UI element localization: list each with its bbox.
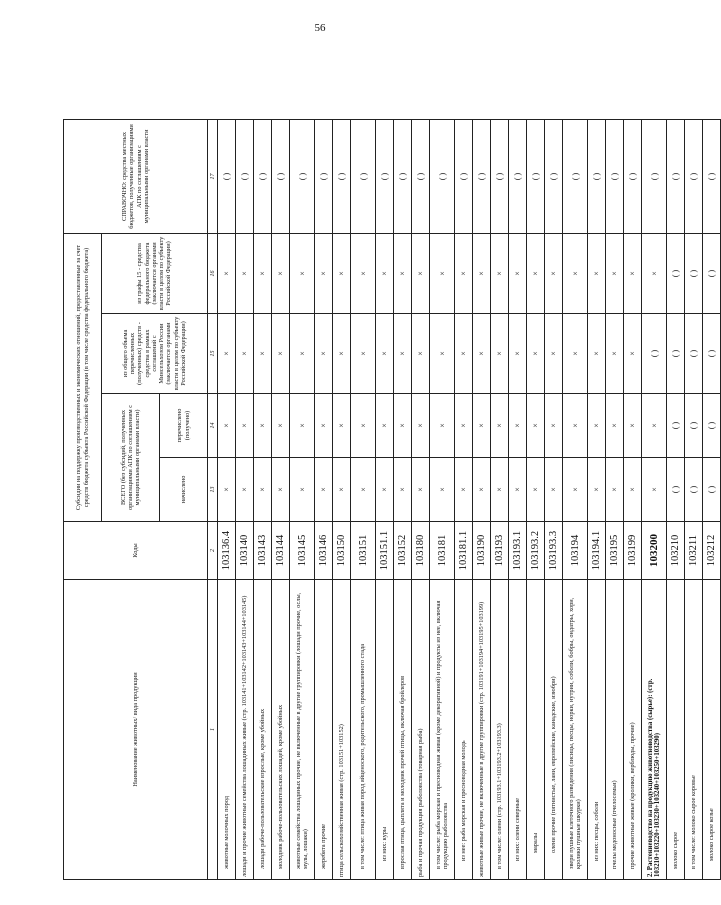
value-cell: × bbox=[254, 233, 272, 313]
value-cell: ( ) bbox=[667, 233, 685, 313]
value-cell: × bbox=[588, 233, 606, 313]
row-code: 103151 bbox=[351, 522, 376, 580]
value-cell: × bbox=[394, 394, 412, 458]
table-row bbox=[218, 119, 236, 879]
value-cell: × bbox=[236, 458, 254, 522]
value-cell: × bbox=[473, 394, 491, 458]
row-name: животные семейства лошадиных прочие, не включенные в другие группировки (лошади прочие, ослы, мулы, лошаки) bbox=[290, 580, 315, 880]
value-cell: × bbox=[394, 314, 412, 394]
row-code: 103140 bbox=[236, 522, 254, 580]
col-number: 14 bbox=[208, 394, 218, 458]
rotated-form bbox=[63, 120, 717, 880]
row-name: в том числе: молоко сырое коровье bbox=[685, 580, 703, 880]
value-cell: × bbox=[491, 314, 509, 394]
value-cell: × bbox=[473, 314, 491, 394]
value-cell: × bbox=[509, 458, 527, 522]
value-cell: × bbox=[473, 233, 491, 313]
value-cell: × bbox=[376, 394, 394, 458]
value-cell: ( ) bbox=[606, 119, 624, 233]
table-row bbox=[315, 119, 333, 879]
value-cell: × bbox=[351, 314, 376, 394]
value-cell: × bbox=[455, 394, 473, 458]
value-cell: × bbox=[272, 314, 290, 394]
table-row bbox=[290, 119, 315, 879]
table-row bbox=[509, 119, 527, 879]
value-cell: ( ) bbox=[703, 119, 721, 233]
row-name: животные живые прочие, не включенные в другие группировки (стр. 103191+103194+103195+103199) bbox=[473, 580, 491, 880]
row-code: 103193.3 bbox=[545, 522, 563, 580]
row-name: прочие животные живые (кролики, верблюды, прочие) bbox=[624, 580, 642, 880]
value-cell: ( ) bbox=[333, 119, 351, 233]
value-cell: × bbox=[315, 458, 333, 522]
value-cell: × bbox=[527, 314, 545, 394]
value-cell: × bbox=[606, 314, 624, 394]
value-cell: × bbox=[563, 314, 588, 394]
value-cell: × bbox=[527, 458, 545, 522]
table-row bbox=[272, 119, 290, 879]
value-cell: × bbox=[412, 394, 430, 458]
value-cell: × bbox=[218, 458, 236, 522]
value-cell: × bbox=[606, 394, 624, 458]
value-cell: × bbox=[290, 394, 315, 458]
value-cell: × bbox=[642, 458, 667, 522]
value-cell: × bbox=[509, 394, 527, 458]
value-cell: ( ) bbox=[703, 314, 721, 394]
value-cell: × bbox=[588, 458, 606, 522]
table-row bbox=[473, 119, 491, 879]
value-cell: ( ) bbox=[254, 119, 272, 233]
value-cell: × bbox=[642, 233, 667, 313]
row-code: 103195 bbox=[606, 522, 624, 580]
value-cell: × bbox=[563, 394, 588, 458]
value-cell: × bbox=[491, 233, 509, 313]
row-name: звери пушные клеточного разведения (лисицы, песцы, норки, нутрии, соболи, бобры, ондатры, хори, кролики пушные шкурки) bbox=[563, 580, 588, 880]
value-cell: ( ) bbox=[642, 119, 667, 233]
value-cell: ( ) bbox=[315, 119, 333, 233]
value-cell: ( ) bbox=[563, 119, 588, 233]
value-cell: × bbox=[430, 233, 455, 313]
value-cell: × bbox=[642, 394, 667, 458]
value-cell: × bbox=[606, 458, 624, 522]
row-code: 103146 bbox=[315, 522, 333, 580]
table-row bbox=[430, 119, 455, 879]
livestock-subsidy-table bbox=[63, 119, 721, 880]
value-cell: × bbox=[236, 394, 254, 458]
row-name: лошади и прочие животные семейства лошадиных живые (стр. 103141+103142+103143+103144+103145) bbox=[236, 580, 254, 880]
value-cell: ( ) bbox=[685, 314, 703, 394]
row-code: 103145 bbox=[290, 522, 315, 580]
row-name: рыба и прочая продукция рыболовства (товарная рыба) bbox=[412, 580, 430, 880]
row-name: в том числе: олени (стр. 103193.1+103193.2+103193.3) bbox=[491, 580, 509, 880]
value-cell: × bbox=[473, 458, 491, 522]
header-subsidy-group: Субсидии на поддержку производственных и экономических отношений, предоставленные за счет средств бюджета субъекта Российской Федерации (в том числе средства федерального бюджета) bbox=[64, 233, 102, 521]
row-code: 103136.4 bbox=[218, 522, 236, 580]
value-cell: ( ) bbox=[491, 119, 509, 233]
header-mixed: из общего объема перечисленных (полученных) средств - средства в рамках соглашений с Минсельхозом России (заключается органами власти в целом по субъекту Российской Федерации) bbox=[102, 314, 208, 394]
value-cell: × bbox=[455, 458, 473, 522]
value-cell: ( ) bbox=[290, 119, 315, 233]
value-cell: × bbox=[333, 233, 351, 313]
row-code: 103194 bbox=[563, 522, 588, 580]
value-cell: × bbox=[254, 458, 272, 522]
table-row bbox=[624, 119, 642, 879]
row-code: 103212 bbox=[703, 522, 721, 580]
row-code: 103151.1 bbox=[376, 522, 394, 580]
value-cell: × bbox=[509, 233, 527, 313]
table-row bbox=[667, 119, 685, 879]
column-number-row bbox=[208, 119, 218, 879]
row-code: 103181 bbox=[430, 522, 455, 580]
row-name: из них: олени северные bbox=[509, 580, 527, 880]
value-cell: ( ) bbox=[667, 314, 685, 394]
table-row bbox=[703, 119, 721, 879]
row-name: молоко сырое козье bbox=[703, 580, 721, 880]
value-cell: × bbox=[333, 314, 351, 394]
table-row bbox=[563, 119, 588, 879]
value-cell: ( ) bbox=[642, 314, 667, 394]
row-name: из них: куры bbox=[376, 580, 394, 880]
row-code: 103210 bbox=[667, 522, 685, 580]
col-number: 1 bbox=[208, 580, 218, 880]
row-code: 103181.1 bbox=[455, 522, 473, 580]
row-name: в том числе: птица живая пород яйценоского, родительского, промышленного стада bbox=[351, 580, 376, 880]
value-cell: × bbox=[290, 233, 315, 313]
row-code: 103193 bbox=[491, 522, 509, 580]
row-code: 103143 bbox=[254, 522, 272, 580]
value-cell: × bbox=[527, 394, 545, 458]
row-code: 103199 bbox=[624, 522, 642, 580]
value-cell: ( ) bbox=[703, 458, 721, 522]
value-cell: × bbox=[290, 458, 315, 522]
value-cell: ( ) bbox=[685, 233, 703, 313]
row-name: молоко сырое bbox=[667, 580, 685, 880]
value-cell: ( ) bbox=[218, 119, 236, 233]
value-cell: × bbox=[624, 233, 642, 313]
value-cell: ( ) bbox=[430, 119, 455, 233]
table-row bbox=[333, 119, 351, 879]
value-cell: × bbox=[606, 233, 624, 313]
row-code: 103152 bbox=[394, 522, 412, 580]
value-cell: × bbox=[333, 458, 351, 522]
value-cell: × bbox=[624, 314, 642, 394]
value-cell: ( ) bbox=[272, 119, 290, 233]
value-cell: × bbox=[430, 458, 455, 522]
row-name: взрослая птица, цыплята и молодняк прочей птицы, включая бройлеров bbox=[394, 580, 412, 880]
col-number: 17 bbox=[208, 119, 218, 233]
value-cell: × bbox=[545, 394, 563, 458]
row-code: 103194.1 bbox=[588, 522, 606, 580]
value-cell: ( ) bbox=[545, 119, 563, 233]
col-number: 2 bbox=[208, 522, 218, 580]
value-cell: × bbox=[563, 233, 588, 313]
row-name: молодняк рабоче-пользовательских лошадей, кроме убойных bbox=[272, 580, 290, 880]
row-code: 103144 bbox=[272, 522, 290, 580]
table-row bbox=[254, 119, 272, 879]
row-code: 103193.1 bbox=[509, 522, 527, 580]
value-cell: × bbox=[527, 233, 545, 313]
value-cell: ( ) bbox=[667, 394, 685, 458]
value-cell: × bbox=[254, 394, 272, 458]
col-number: 13 bbox=[208, 458, 218, 522]
row-code: 103193.2 bbox=[527, 522, 545, 580]
value-cell: × bbox=[491, 458, 509, 522]
header-federal: из графы 15 - средства федерального бюджета (заключается органами власти в целом по субъекту Российской Федерации) bbox=[102, 233, 208, 313]
value-cell: ( ) bbox=[667, 119, 685, 233]
value-cell: ( ) bbox=[703, 394, 721, 458]
row-name: 2. Растениеводство на продукцию животноводства (сырье): (стр. 103210+103220+103230+103240+103250+103290) bbox=[642, 580, 667, 880]
row-name: маралы bbox=[527, 580, 545, 880]
value-cell: ( ) bbox=[588, 119, 606, 233]
row-code: 103180 bbox=[412, 522, 430, 580]
header-reference: СПРАВОЧНО: средства местных бюджетов, полученные организациями АПК по соглашениям с муниципальными органами власти bbox=[64, 119, 208, 233]
value-cell: × bbox=[218, 394, 236, 458]
row-code: 103211 bbox=[685, 522, 703, 580]
value-cell: × bbox=[455, 314, 473, 394]
row-name: из них: песцы, соболи bbox=[588, 580, 606, 880]
value-cell: ( ) bbox=[376, 119, 394, 233]
value-cell: ( ) bbox=[667, 458, 685, 522]
value-cell: ( ) bbox=[624, 119, 642, 233]
row-name: птица сельскохозяйственная живая (стр. 103151+103152) bbox=[333, 580, 351, 880]
table-row bbox=[685, 119, 703, 879]
header-accrued: начислено bbox=[160, 458, 208, 522]
value-cell: × bbox=[545, 233, 563, 313]
table-row bbox=[236, 119, 254, 879]
value-cell: ( ) bbox=[509, 119, 527, 233]
table-row bbox=[394, 119, 412, 879]
value-cell: × bbox=[376, 314, 394, 394]
value-cell: × bbox=[333, 394, 351, 458]
value-cell: ( ) bbox=[703, 233, 721, 313]
value-cell: × bbox=[351, 233, 376, 313]
value-cell: × bbox=[430, 314, 455, 394]
value-cell: × bbox=[563, 458, 588, 522]
row-name: из нее: рыба морская и пресноводная молодь bbox=[455, 580, 473, 880]
value-cell: × bbox=[218, 314, 236, 394]
table-row bbox=[545, 119, 563, 879]
page-number: 56 bbox=[314, 22, 326, 34]
value-cell: ( ) bbox=[412, 119, 430, 233]
value-cell: × bbox=[430, 394, 455, 458]
value-cell: ( ) bbox=[527, 119, 545, 233]
value-cell: ( ) bbox=[685, 119, 703, 233]
value-cell: × bbox=[624, 458, 642, 522]
value-cell: × bbox=[376, 458, 394, 522]
value-cell: ( ) bbox=[394, 119, 412, 233]
value-cell: × bbox=[588, 314, 606, 394]
row-name: лошади рабоче-пользовательские взрослые, кроме убойных bbox=[254, 580, 272, 880]
value-cell: × bbox=[315, 314, 333, 394]
row-name: животные молочных пород bbox=[218, 580, 236, 880]
row-code: 103190 bbox=[473, 522, 491, 580]
col-number: 16 bbox=[208, 233, 218, 313]
value-cell: × bbox=[236, 314, 254, 394]
value-cell: ( ) bbox=[685, 394, 703, 458]
value-cell: × bbox=[376, 233, 394, 313]
table-row bbox=[588, 119, 606, 879]
value-cell: × bbox=[455, 233, 473, 313]
row-code: 103150 bbox=[333, 522, 351, 580]
table-row bbox=[455, 119, 473, 879]
row-name: в том числе: рыба морская и пресноводная живая (кроме декоративной) и продукты из нее, включая продукцию рыболовства bbox=[430, 580, 455, 880]
row-name: жеребята прочие bbox=[315, 580, 333, 880]
row-name: пчелы медоносные (пчелосемьи) bbox=[606, 580, 624, 880]
header-transferred: перечислено (получено) bbox=[160, 394, 208, 458]
value-cell: × bbox=[315, 394, 333, 458]
header-name: Наименование животных/ вида продукции bbox=[64, 580, 208, 880]
table-row bbox=[606, 119, 624, 879]
value-cell: ( ) bbox=[351, 119, 376, 233]
table-row bbox=[376, 119, 394, 879]
value-cell: × bbox=[588, 394, 606, 458]
value-cell: × bbox=[545, 314, 563, 394]
table-row bbox=[527, 119, 545, 879]
value-cell: × bbox=[272, 233, 290, 313]
table-row bbox=[412, 119, 430, 879]
value-cell: ( ) bbox=[685, 458, 703, 522]
row-name: олени прочие (пятнистые, лани, европейские, канадские, изюбри) bbox=[545, 580, 563, 880]
value-cell: × bbox=[315, 233, 333, 313]
value-cell: × bbox=[412, 233, 430, 313]
table-row bbox=[642, 119, 667, 879]
value-cell: × bbox=[412, 314, 430, 394]
header-total: ВСЕГО (без субсидий, полученных организациями АПК по соглашениям с муниципальными органами власти) bbox=[102, 394, 160, 522]
value-cell: × bbox=[218, 233, 236, 313]
value-cell: × bbox=[351, 458, 376, 522]
value-cell: × bbox=[412, 458, 430, 522]
value-cell: × bbox=[394, 233, 412, 313]
col-number: 15 bbox=[208, 314, 218, 394]
row-code: 103200 bbox=[642, 522, 667, 580]
table-row bbox=[491, 119, 509, 879]
value-cell: × bbox=[624, 394, 642, 458]
header-code: Коды bbox=[64, 522, 208, 580]
value-cell: × bbox=[351, 394, 376, 458]
value-cell: × bbox=[236, 233, 254, 313]
value-cell: × bbox=[272, 394, 290, 458]
value-cell: × bbox=[491, 394, 509, 458]
table-row bbox=[351, 119, 376, 879]
value-cell: × bbox=[290, 314, 315, 394]
value-cell: × bbox=[509, 314, 527, 394]
value-cell: × bbox=[254, 314, 272, 394]
value-cell: ( ) bbox=[236, 119, 254, 233]
value-cell: × bbox=[394, 458, 412, 522]
value-cell: ( ) bbox=[473, 119, 491, 233]
value-cell: × bbox=[272, 458, 290, 522]
value-cell: ( ) bbox=[455, 119, 473, 233]
value-cell: × bbox=[545, 458, 563, 522]
